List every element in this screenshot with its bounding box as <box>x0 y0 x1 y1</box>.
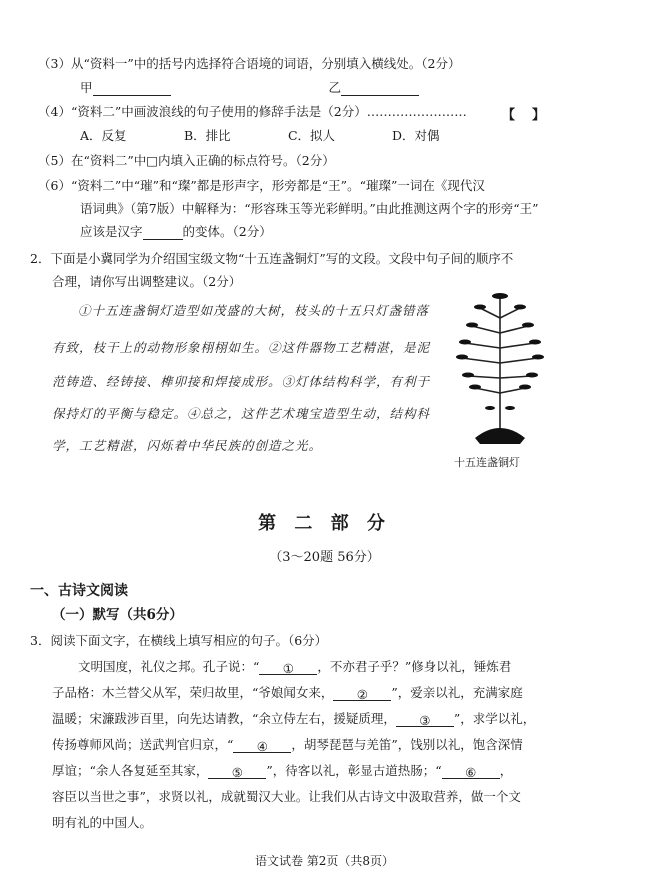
para-text: 温暖；宋濂跋涉百里，向先达请教，“余立侍左右，援疑质理， <box>52 711 396 726</box>
q3-jia-label: 甲 <box>80 80 93 95</box>
para-line-6: 容臣以当世之事”，求贤以礼，成就蜀汉大业。让我们从古诗文中汲取营养，做一个文 <box>52 789 521 804</box>
q3-blanks-row <box>80 80 419 96</box>
q6-answer-blank[interactable] <box>143 226 183 240</box>
para-line-4 <box>52 737 523 753</box>
q4-option-d[interactable]: D．对偶 <box>391 128 440 143</box>
blank-1[interactable]: ① <box>259 661 317 675</box>
part2-title: 第 二 部 分 <box>258 513 391 534</box>
lamp-drawing <box>450 288 550 448</box>
para-line-2 <box>52 685 523 701</box>
para-text: ”，待客以礼，彰显古道热肠；“ <box>266 763 442 778</box>
part2-subtitle: （3～20题 56分） <box>269 550 380 565</box>
passage-line-2: 有致，枝干上的动物形象栩栩如生。②这件器物工艺精湛，是泥 <box>52 340 431 355</box>
para-text: ， <box>499 763 513 778</box>
q4-option-b[interactable]: B．排比 <box>183 128 231 143</box>
q6-line-2: 语词典》（第7版）中解释为：“形容珠玉等光彩鲜明。”由此推测这两个字的形旁“王” <box>80 201 539 216</box>
bronze-lamp-image <box>450 288 550 458</box>
blank-2[interactable]: ② <box>333 687 391 701</box>
para-text: 文明国度，礼仪之邦。孔子说：“ <box>78 659 260 674</box>
para-text: ”，求学以礼， <box>453 711 536 726</box>
passage-line-5: 学，工艺精湛，闪烁着中华民族的创造之光。 <box>52 438 323 453</box>
lamp-caption: 十五连盏铜灯 <box>454 456 520 469</box>
q6-line-3-start: 应该是汉字 <box>80 224 143 239</box>
para-text: 厚谊；“余人各复延至其家， <box>52 763 209 778</box>
q3-jia-blank[interactable] <box>93 82 171 96</box>
q4-question: （4）“资料二”中画波浪线的句子使用的修辞手法是（2分）…………………… <box>38 104 467 119</box>
blank-3[interactable]: ③ <box>396 713 454 727</box>
q3-instruction: （3）从“资料一”中的括号内选择符合语境的词语，分别填入横线处。（2分） <box>38 56 461 71</box>
passage-line-4: 保持灯的平衡与稳定。④总之，这件艺术瑰宝造型生动，结构科 <box>52 406 431 421</box>
blank-4[interactable]: ④ <box>233 739 291 753</box>
para-text: 传扬尊师风尚；送武判官归京，“ <box>52 737 234 752</box>
blank-5[interactable]: ⑤ <box>208 765 266 779</box>
page-footer: 语文试卷 第2页（共8页） <box>254 854 395 868</box>
para-line-5 <box>52 763 512 779</box>
para-text: ”，爱亲以礼，充满家庭 <box>391 685 523 700</box>
para-line-3 <box>52 711 535 727</box>
para-line-1 <box>78 659 511 675</box>
q4-options <box>80 128 492 144</box>
para-text: 子品格：木兰替父从军，荣归故里，“爷娘闻女来， <box>52 685 334 700</box>
q6-line-3-end: 的变体。（2分） <box>182 224 272 239</box>
q6-line-1: （6）“资料二”中“璀”和“璨”都是形声字，形旁都是“王”。“璀璨”一词在《现代汉 <box>38 178 485 193</box>
q5-question: （5）在“资料二”中□内填入正确的标点符号。（2分） <box>38 153 335 168</box>
para-text: ，胡琴琵琶与羌笛”，饯别以礼，饱含深情 <box>291 737 523 752</box>
section1-subtitle: （一）默写（共6分） <box>52 607 183 623</box>
q6-line-3 <box>80 224 272 240</box>
para-text: ，不亦君子乎？”修身以礼，锤炼君 <box>317 659 512 674</box>
section1-title: 一、古诗文阅读 <box>30 583 128 599</box>
passage-line-1: ①十五连盏铜灯造型如茂盛的大树，枝头的十五只灯盏错落 <box>78 303 430 318</box>
q3-yi-blank[interactable] <box>341 82 419 96</box>
q3-yi-label: 乙 <box>328 80 341 95</box>
q4-option-a[interactable]: A．反复 <box>80 128 127 143</box>
blank-6[interactable]: ⑥ <box>442 765 500 779</box>
para-line-7: 明有礼的中国人。 <box>52 815 153 830</box>
q2-line-2: 合理，请你写出调整建议。（2分） <box>52 274 242 289</box>
q2-line-1: 2．下面是小冀同学为介绍国宝级文物“十五连盏铜灯”写的文段。文段中句子间的顺序不 <box>30 251 514 266</box>
q4-bracket-open: 【 <box>502 108 516 123</box>
q4-bracket-close: 】 <box>532 108 546 123</box>
q3-intro: 3．阅读下面文字，在横线上填写相应的句子。（6分） <box>30 633 328 648</box>
passage-line-3: 范铸造、经铸接、榫卯接和焊接成形。③灯体结构科学，有利于 <box>52 374 431 389</box>
q4-option-c[interactable]: C．拟人 <box>287 128 336 143</box>
